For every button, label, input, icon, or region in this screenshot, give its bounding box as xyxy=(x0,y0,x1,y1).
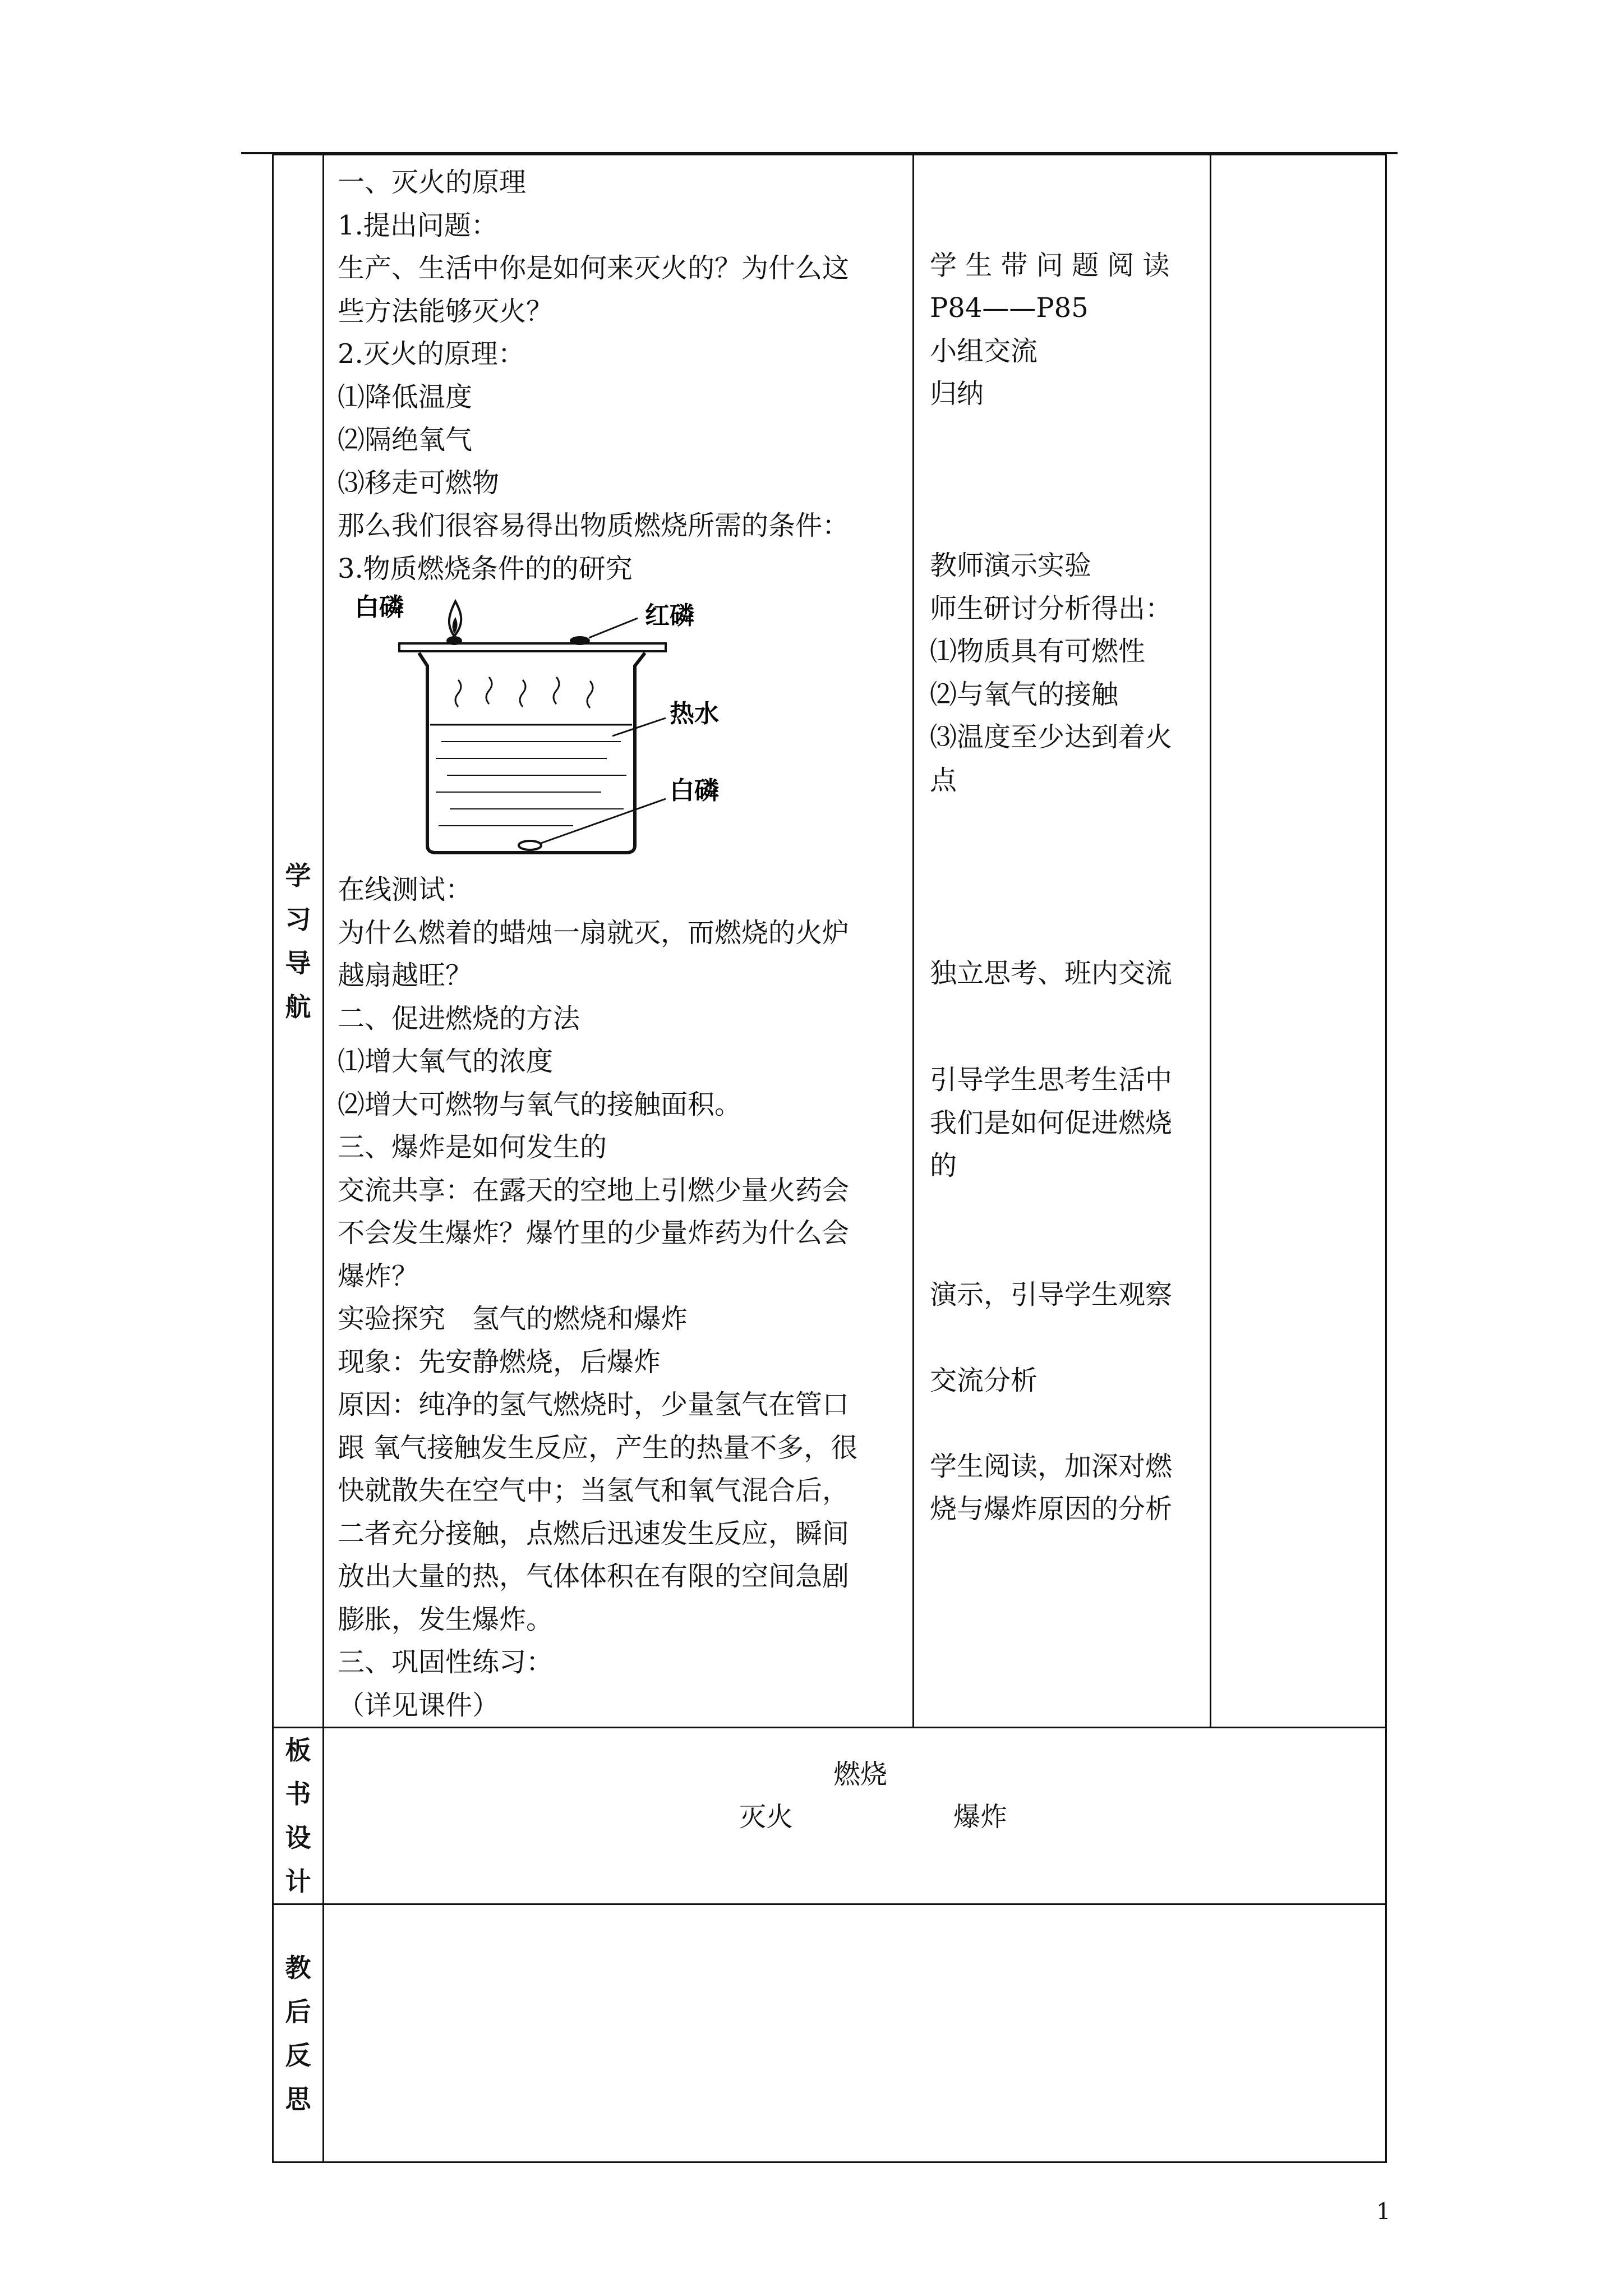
steam-mark xyxy=(486,677,492,704)
red-phosphorus xyxy=(570,636,590,645)
leader-line xyxy=(612,718,666,736)
content-line: 一、灭火的原理 xyxy=(338,167,527,198)
board-left: 灭火 xyxy=(739,1801,794,1833)
label-char: 设 xyxy=(285,1823,311,1853)
board-design-row xyxy=(273,1728,1386,1904)
content-line: 实验探究 氢气的燃烧和爆炸 xyxy=(338,1303,688,1335)
label-hot-water: 热水 xyxy=(670,700,719,728)
content-line: 越扇越旺？ xyxy=(338,960,473,991)
lesson-plan-table xyxy=(272,154,1387,2163)
label-char: 思 xyxy=(285,2083,311,2114)
board-design-label xyxy=(273,1728,324,1904)
activity-line: 学生阅读，加深对燃 xyxy=(930,1451,1173,1482)
board-design-content xyxy=(324,1728,1386,1904)
activity-line: 独立思考、班内交流 xyxy=(930,958,1173,989)
label-char: 板 xyxy=(285,1735,311,1765)
leader-line xyxy=(589,618,638,638)
label-char: 导 xyxy=(285,947,311,978)
reflection-row xyxy=(273,1904,1386,2162)
content-line: 三、爆炸是如何发生的 xyxy=(338,1131,607,1163)
label-white-phosphorus-bottom: 白磷 xyxy=(670,776,719,805)
label-white-phosphorus-top: 白磷 xyxy=(354,593,404,622)
activity-line: 演示，引导学生观察 xyxy=(930,1279,1173,1310)
activity-line: 点 xyxy=(930,765,957,796)
board-layout xyxy=(324,1728,1385,1894)
steam-mark xyxy=(520,680,525,707)
content-line: 放出大量的热，气体体积在有限的空间急剧 xyxy=(338,1561,850,1592)
label-char: 教 xyxy=(285,1952,311,1983)
lesson-content-cell xyxy=(324,155,914,1728)
content-line: 为什么燃着的蜡烛一扇就灭，而燃烧的火炉 xyxy=(338,917,850,949)
activity-line: 教师演示实验 xyxy=(930,550,1092,581)
content-line: ⑴增大氧气的浓度 xyxy=(338,1046,554,1077)
content-line: 二、促进燃烧的方法 xyxy=(338,1002,580,1034)
content-line: 1.提出问题： xyxy=(338,209,498,241)
beaker-diagram xyxy=(338,590,764,859)
content-line: 跟 氧气接触发生反应，产生的热量不多，很 xyxy=(338,1432,858,1464)
reflection-label xyxy=(273,1904,324,2162)
activity-line: ⑴物质具有可燃性 xyxy=(930,636,1146,667)
content-line: 原因：纯净的氢气燃烧时，少量氢气在管口 xyxy=(338,1389,850,1420)
board-right: 爆炸 xyxy=(953,1801,1008,1833)
label-red-phosphorus: 红磷 xyxy=(645,601,694,630)
content-line: 3.物质燃烧条件的的研究 xyxy=(338,553,633,585)
label-char: 航 xyxy=(285,991,311,1022)
reflection-content xyxy=(324,1904,1386,2162)
steam-mark xyxy=(554,677,559,704)
copper-plate xyxy=(399,643,666,651)
board-center: 燃烧 xyxy=(833,1759,888,1790)
white-phosphorus-bottom xyxy=(519,841,541,850)
content-line: 生产、生活中你是如何来灭火的？为什么这 xyxy=(338,252,850,284)
content-line: ⑵隔绝氧气 xyxy=(338,424,473,455)
content-line: （详见课件） xyxy=(338,1689,500,1721)
page-number: 1 xyxy=(1376,2199,1391,2225)
content-line: 现象：先安静燃烧，后爆炸 xyxy=(338,1346,661,1378)
activity-line: 我们是如何促进燃烧 xyxy=(930,1107,1173,1139)
activity-line: ⑵与氧气的接触 xyxy=(930,679,1119,710)
activity-line: 师生研讨分析得出： xyxy=(930,593,1173,624)
activity-line: 小组交流 xyxy=(930,335,1038,367)
content-line: 交流共享：在露天的空地上引燃少量火药会 xyxy=(338,1174,850,1206)
beaker xyxy=(419,653,645,853)
leader-line xyxy=(540,799,666,844)
content-line: 快就散失在空气中；当氢气和氧气混合后， xyxy=(338,1475,850,1506)
study-guide-row xyxy=(273,155,1386,1728)
activity-line: 烧与爆炸原因的分析 xyxy=(930,1493,1173,1525)
label-char: 计 xyxy=(285,1866,311,1897)
activity-cell xyxy=(914,155,1211,1728)
activity-line: P84——P85 xyxy=(930,292,1089,324)
notes-cell xyxy=(1211,155,1386,1728)
activity-line: 归纳 xyxy=(930,378,984,409)
content-line: 2.灭火的原理： xyxy=(338,338,525,370)
content-line: 不会发生爆炸？爆竹里的少量炸药为什么会 xyxy=(338,1217,850,1249)
label-char: 书 xyxy=(285,1779,311,1809)
content-line: 爆炸？ xyxy=(338,1260,419,1292)
steam-mark xyxy=(587,681,593,708)
activity-line: ⑶温度至少达到着火 xyxy=(930,721,1173,753)
activity-line: 的 xyxy=(930,1150,957,1181)
content-line: ⑵增大可燃物与氧气的接触面积。 xyxy=(338,1088,742,1120)
content-line: ⑶移走可燃物 xyxy=(338,467,500,499)
label-char: 学 xyxy=(285,860,311,891)
content-line: ⑴降低温度 xyxy=(338,381,473,413)
label-char: 反 xyxy=(285,2040,311,2070)
steam-mark xyxy=(455,680,461,707)
content-line: 膨胀，发生爆炸。 xyxy=(338,1603,554,1635)
combustion-experiment-figure xyxy=(338,590,908,868)
activity-line: 学 生 带 问 题 阅 读 xyxy=(930,250,1170,281)
activity-line: 交流分析 xyxy=(930,1365,1038,1396)
study-guide-label xyxy=(273,155,324,1728)
label-char: 习 xyxy=(285,904,311,935)
content-line: 些方法能够灭火？ xyxy=(338,295,554,327)
activity-line: 引导学生思考生活中 xyxy=(930,1064,1173,1096)
content-line: 三、巩固性练习： xyxy=(338,1646,554,1678)
label-char: 后 xyxy=(285,1996,311,2027)
content-line: 那么我们很容易得出物质燃烧所需的条件： xyxy=(338,510,850,541)
content-line: 二者充分接触，点燃后迅速发生反应，瞬间 xyxy=(338,1517,850,1549)
content-line: 在线测试： xyxy=(338,874,473,905)
